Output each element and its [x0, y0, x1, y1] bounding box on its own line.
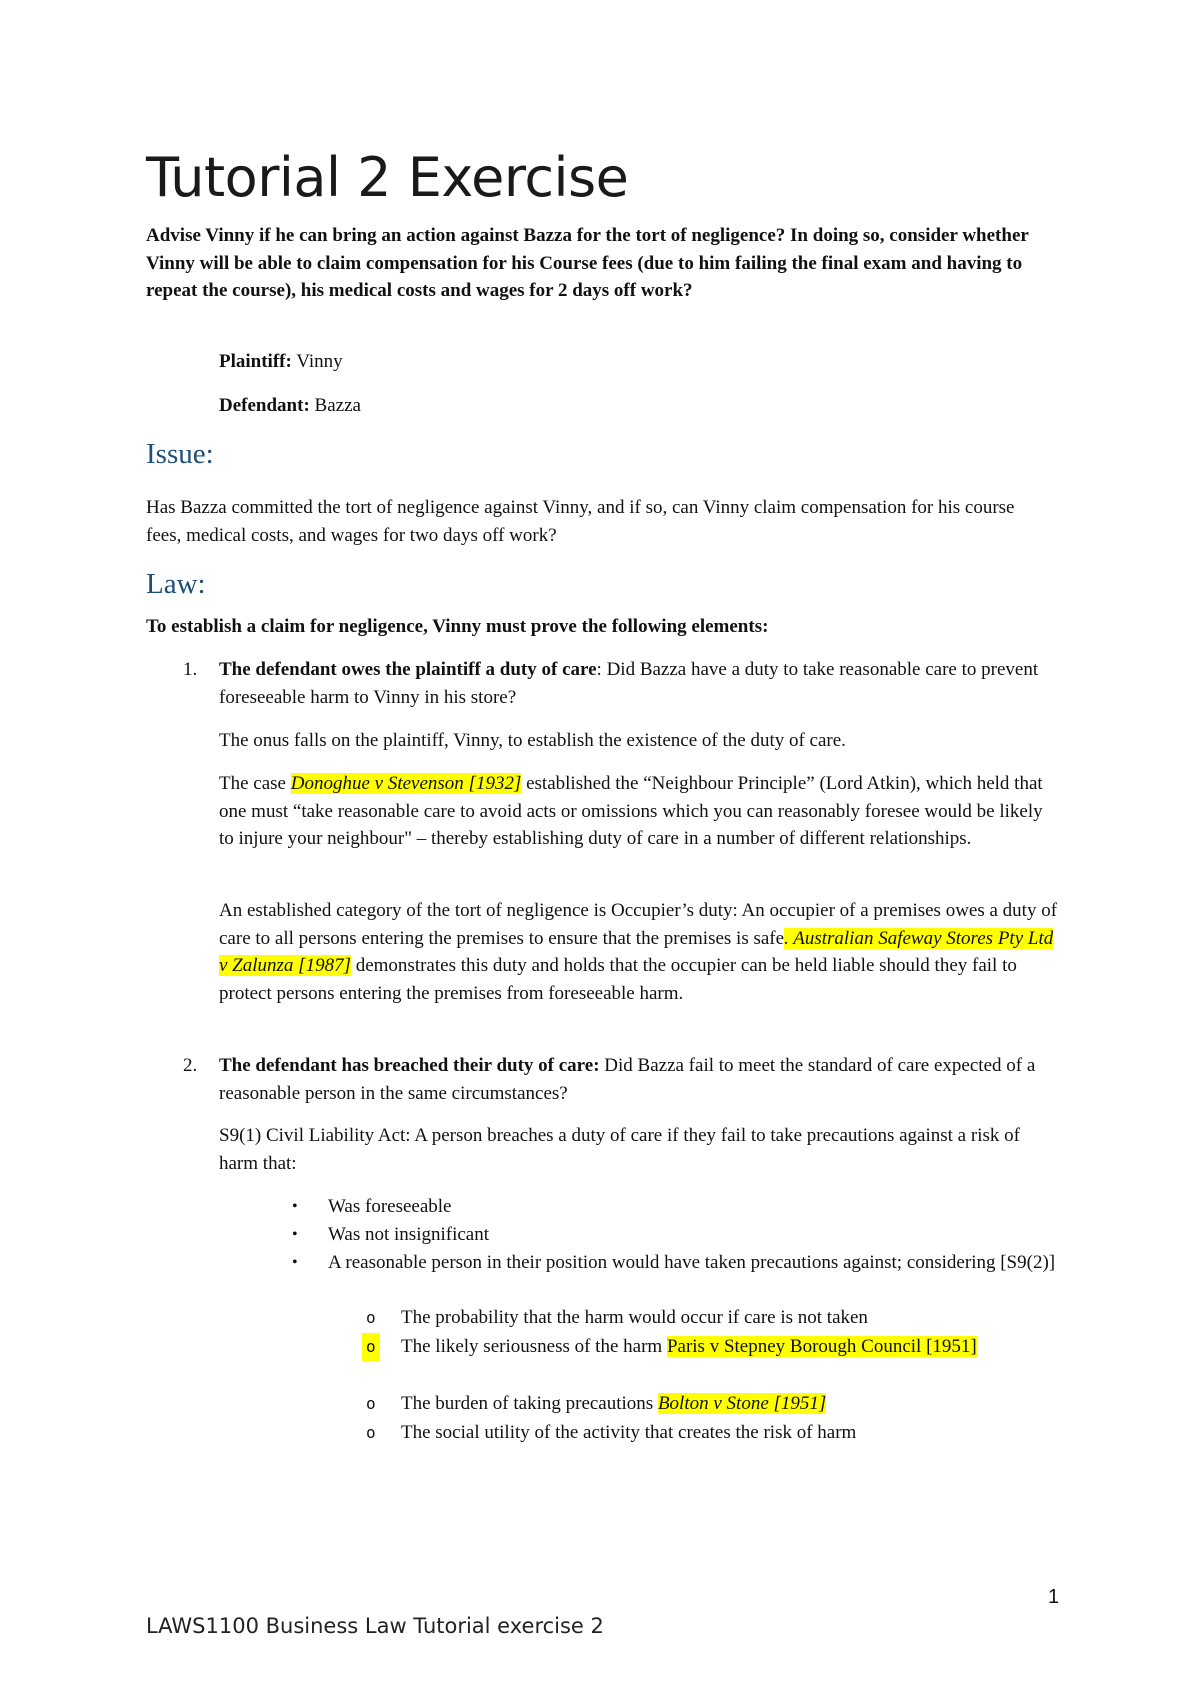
- element-2-question: Did Bazza fail to meet the standard of care expected of a reasonable person in the same circumstances?: [219, 1055, 1036, 1104]
- document-title: Tutorial 2 Exercise: [146, 146, 629, 209]
- element-2-text: [219, 1052, 1059, 1107]
- sub-bullet-marker-highlighted: o: [362, 1333, 380, 1361]
- case-bolton-v-stone: Bolton v Stone [1951]: [657, 1393, 827, 1414]
- sub-item-burden: [401, 1390, 1041, 1418]
- case-donoghue-v-stevenson: Donoghue v Stevenson [1932]: [290, 773, 522, 794]
- sub-bullet-marker: o: [366, 1308, 376, 1327]
- occupier-intro: An established category of the tort of negligence is Occupier’s duty: An occupier of a premises owes a duty of care to all persons entering the premises to ensure that the premises is safe: [219, 900, 1058, 949]
- occupier-paragraph: [219, 897, 1059, 1007]
- law-heading: Law:: [146, 568, 206, 600]
- burden-text: The burden of taking precautions: [401, 1393, 658, 1414]
- bullet-marker: •: [292, 1254, 298, 1271]
- donoghue-intro: The case: [219, 773, 291, 794]
- plaintiff-line: [219, 348, 343, 375]
- onus-paragraph: The onus falls on the plaintiff, Vinny, to establish the existence of the duty of care.: [219, 730, 846, 751]
- element-1-text: [219, 656, 1059, 711]
- donoghue-body: established the “Neighbour Principle” (Lord Atkin), which held that one must “take reasonable care to avoid acts or omissions which you can reasonably foresee would be likely to injure your neighbour" – thereby establishing duty of care in a number of different relationships.: [219, 773, 1043, 849]
- list-number-2: 2.: [183, 1055, 198, 1076]
- issue-text: Has Bazza committed the tort of negligence against Vinny, and if so, can Vinny claim compensation for his course fees, medical costs, and wages for two days off work?: [146, 497, 1015, 546]
- sub-item-probability: The probability that the harm would occur if care is not taken: [401, 1307, 868, 1328]
- exercise-question: Advise Vinny if he can bring an action against Bazza for the tort of negligence? In doing so, consider whether Vinny will be able to claim compensation for his Course fees (due to him failing the final exam and having to repeat the course), his medical costs and wages for 2 days off work?: [146, 225, 1029, 301]
- case-safeway-v-zalunza: . Australian Safeway Stores Pty Ltd v Zalunza [1987]: [219, 927, 1054, 976]
- bullet-marker: •: [292, 1198, 298, 1215]
- list-number-1: 1.: [183, 659, 198, 680]
- sub-bullet-marker: o: [366, 1394, 376, 1413]
- issue-heading: Issue:: [146, 438, 214, 470]
- element-1-title: The defendant owes the plaintiff a duty of care: [219, 659, 597, 680]
- bullet-reasonable-person: A reasonable person in their position would have taken precautions against; considering [S9(2)]: [328, 1252, 1056, 1273]
- bullet-foreseeable: Was foreseeable: [328, 1196, 452, 1217]
- seriousness-text: The likely seriousness of the harm: [401, 1336, 667, 1357]
- case-paris-v-stepney: Paris v Stepney Borough Council [1951]: [666, 1336, 977, 1357]
- defendant-value: Bazza: [309, 395, 361, 416]
- defendant-label: Defendant:: [219, 395, 310, 416]
- bullet-marker: •: [292, 1226, 298, 1243]
- occupier-body: demonstrates this duty and holds that the occupier can be held liable should they fail to protect persons entering the premises from foreseeable harm.: [219, 955, 1017, 1004]
- plaintiff-value: Vinny: [291, 351, 343, 372]
- plaintiff-label: Plaintiff:: [219, 351, 292, 372]
- s9-paragraph: S9(1) Civil Liability Act: A person breaches a duty of care if they fail to take precautions against a risk of harm that:: [219, 1125, 1020, 1174]
- defendant-line: [219, 392, 361, 419]
- law-intro: To establish a claim for negligence, Vinny must prove the following elements:: [146, 616, 769, 637]
- sub-item-social-utility: The social utility of the activity that creates the risk of harm: [401, 1422, 857, 1443]
- sub-item-seriousness: [401, 1333, 1041, 1361]
- bullet-not-insignificant: Was not insignificant: [328, 1224, 489, 1245]
- donoghue-paragraph: [219, 770, 1059, 853]
- sub-bullet-marker: o: [366, 1423, 376, 1442]
- element-1-question: : Did Bazza have a duty to take reasonable care to prevent foreseeable harm to Vinny in his store?: [219, 659, 1039, 708]
- page-footer: LAWS1100 Business Law Tutorial exercise 2: [146, 1614, 604, 1638]
- page-number: 1: [1048, 1586, 1060, 1608]
- element-2-title: The defendant has breached their duty of care:: [219, 1055, 600, 1076]
